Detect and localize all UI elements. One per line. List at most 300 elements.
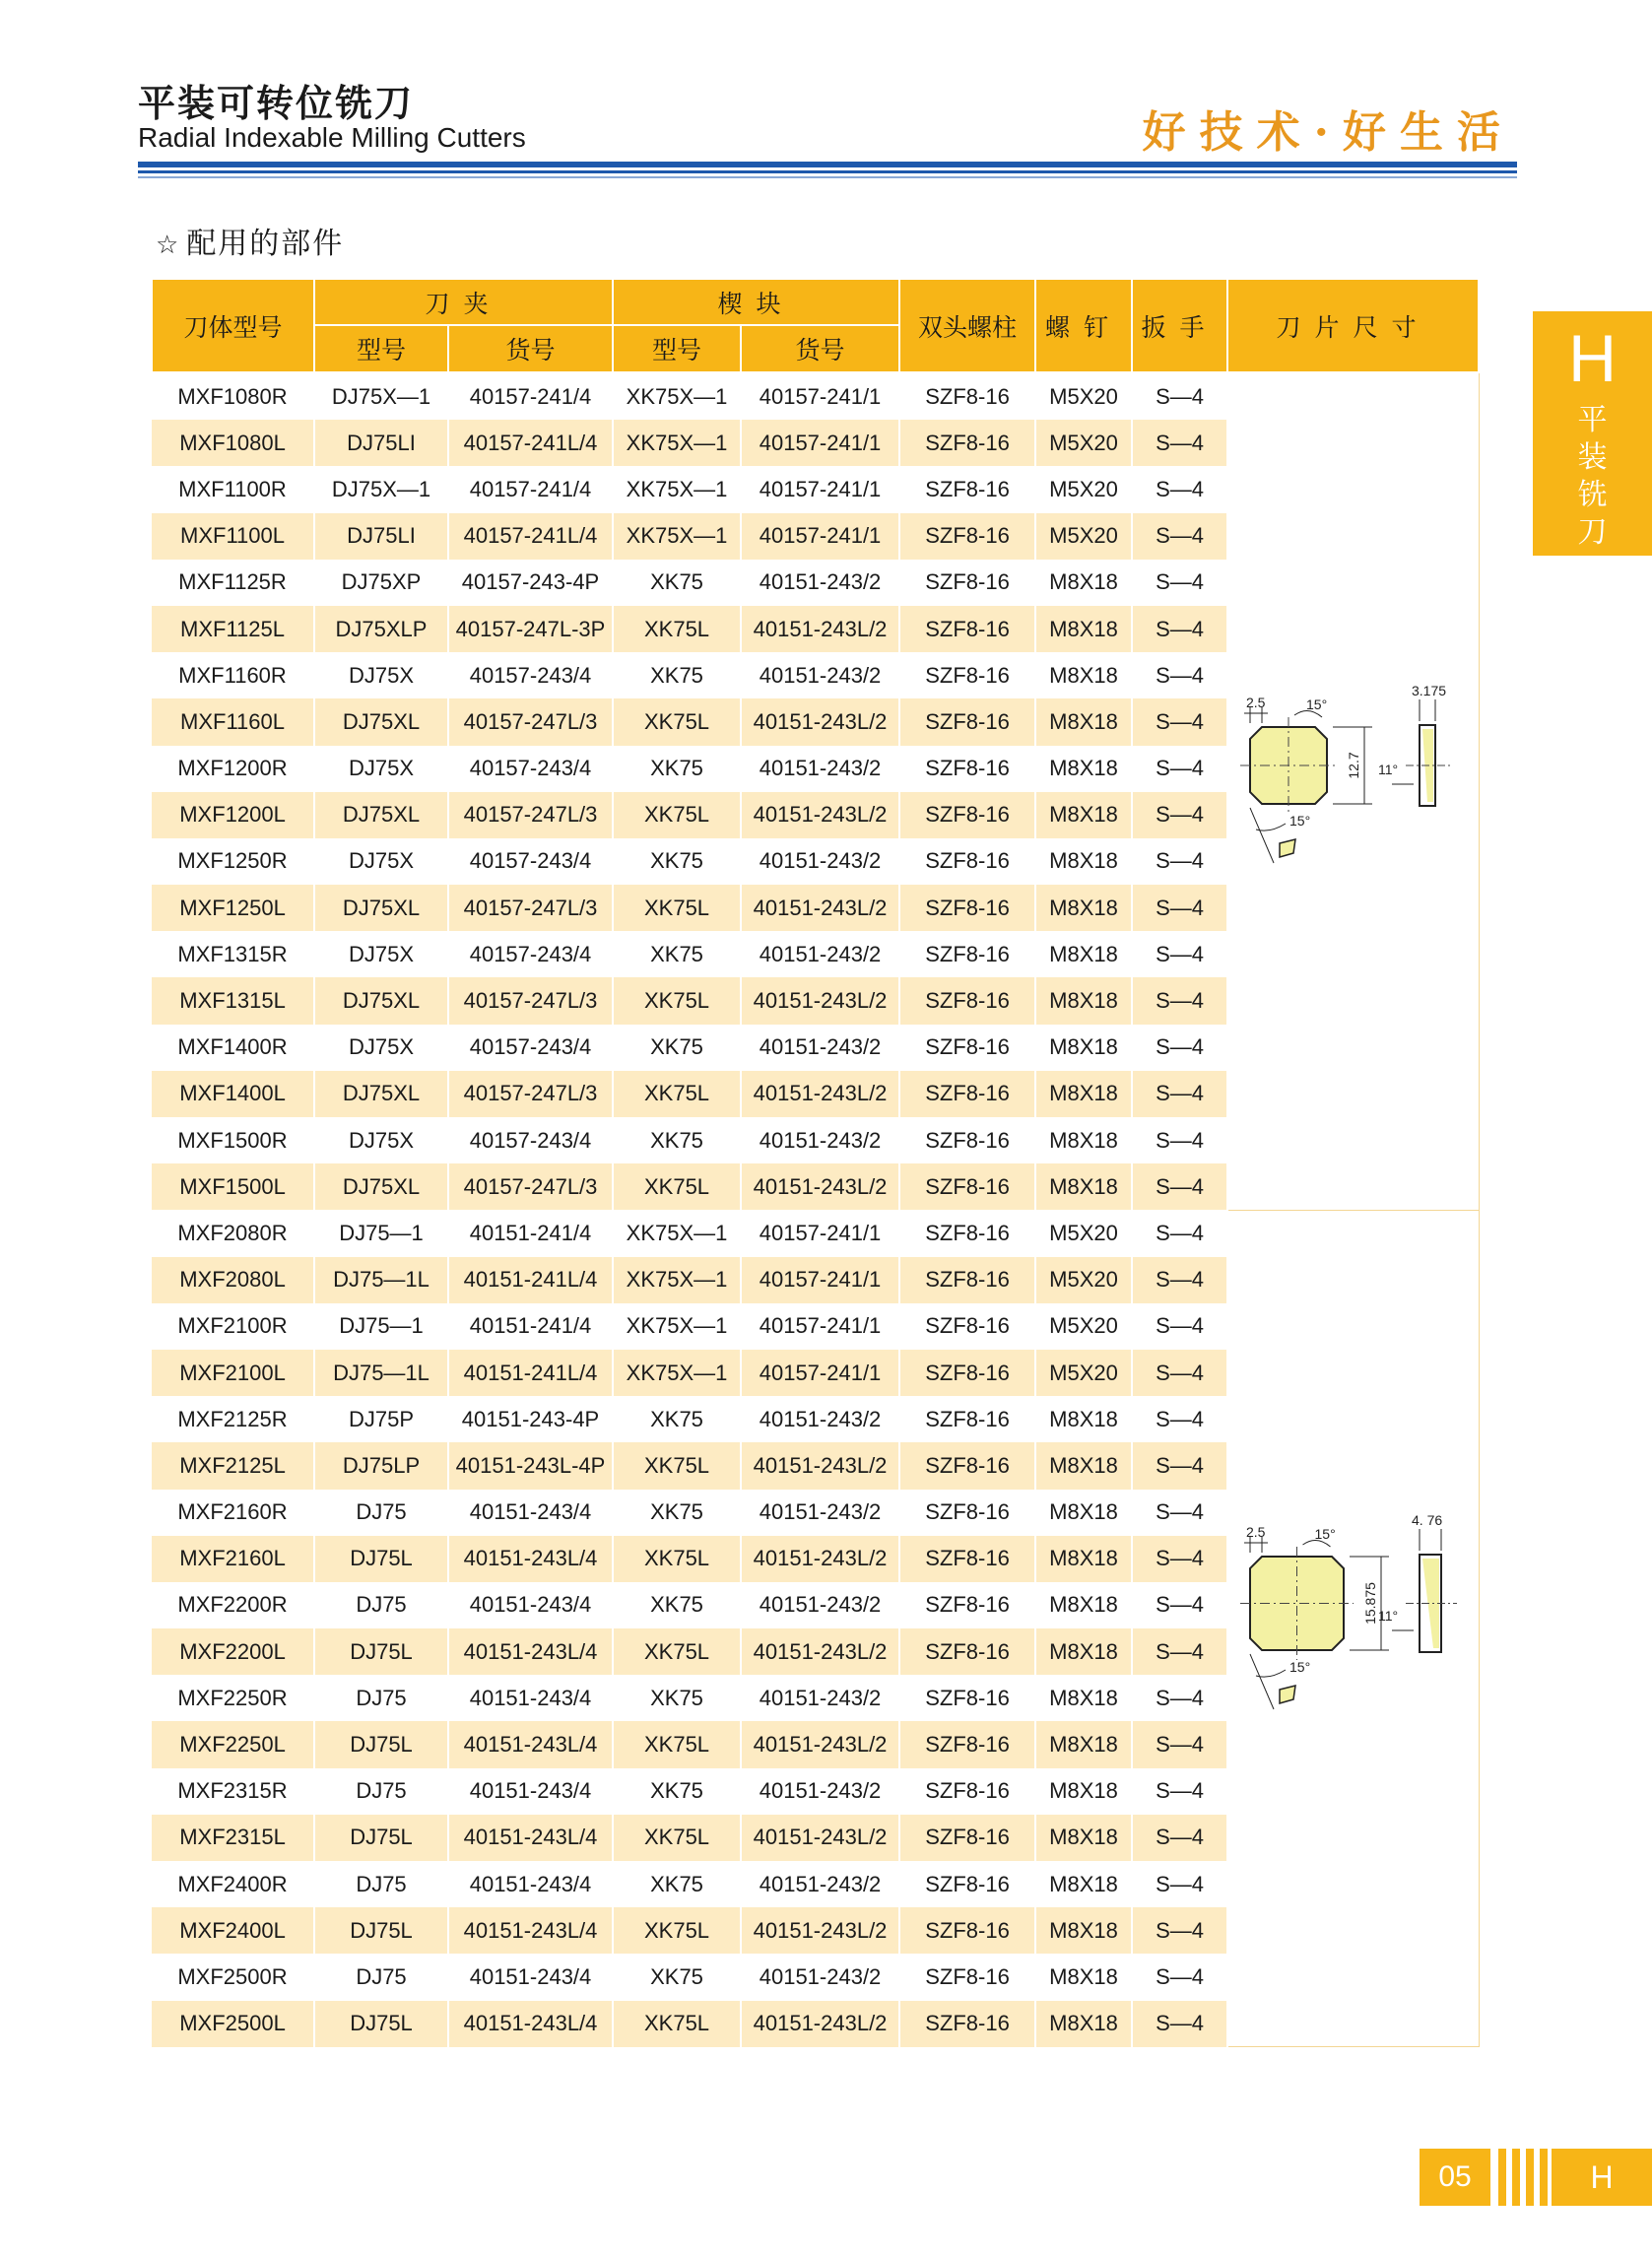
wedge-part-no-cell: 40157-241/1 (741, 1350, 899, 1396)
corner-dimension-label: 2.5 (1245, 1524, 1266, 1541)
body-model-cell: MXF1125R (152, 560, 314, 606)
stud-cell: SZF8-16 (899, 652, 1035, 698)
dimension-line (1250, 1654, 1274, 1709)
wrench-cell: S—4 (1132, 977, 1227, 1024)
screw-cell: M5X20 (1035, 466, 1132, 512)
insert-small-view (1280, 1686, 1295, 1703)
star-icon: ☆ (156, 231, 181, 260)
table-row (152, 1210, 1479, 1256)
holder-part-no-cell: 40151-243/4 (448, 1768, 613, 1815)
holder-model-cell: DJ75XL (314, 1163, 448, 1210)
side-tab-char: 铣 (1577, 478, 1608, 512)
holder-model-cell: DJ75 (314, 1861, 448, 1907)
wedge-part-no-cell: 40157-241/1 (741, 513, 899, 560)
stud-cell: SZF8-16 (899, 1861, 1035, 1907)
screw-cell: M8X18 (1035, 1582, 1132, 1628)
wrench-cell: S—4 (1132, 513, 1227, 560)
holder-model-cell: DJ75L (314, 1536, 448, 1582)
screw-cell: M5X20 (1035, 1257, 1132, 1303)
body-model-cell: MXF2080R (152, 1210, 314, 1256)
wrench-cell: S—4 (1132, 1210, 1227, 1256)
screw-cell: M8X18 (1035, 606, 1132, 652)
page-title-en: Radial Indexable Milling Cutters (138, 122, 526, 153)
wrench-cell: S—4 (1132, 560, 1227, 606)
wedge-model-cell: XK75X—1 (613, 1257, 741, 1303)
screw-cell: M8X18 (1035, 746, 1132, 792)
wedge-model-cell: XK75L (613, 1815, 741, 1861)
section-heading (156, 219, 344, 262)
relief-angle-label: 11° (1377, 762, 1398, 778)
body-model-cell: MXF2200R (152, 1582, 314, 1628)
wrench-cell: S—4 (1132, 1675, 1227, 1721)
wedge-model-cell: XK75 (613, 1582, 741, 1628)
screw-cell: M8X18 (1035, 1768, 1132, 1815)
screw-cell: M8X18 (1035, 1675, 1132, 1721)
body-model-cell: MXF2315R (152, 1768, 314, 1815)
screw-cell: M8X18 (1035, 2001, 1132, 2047)
stud-cell: SZF8-16 (899, 1536, 1035, 1582)
holder-model-cell: DJ75LI (314, 420, 448, 466)
wrench-cell: S—4 (1132, 1628, 1227, 1675)
side-length-label: 12.7 (1345, 752, 1361, 780)
wedge-part-no-cell: 40151-243L/2 (741, 2001, 899, 2047)
stud-cell: SZF8-16 (899, 1117, 1035, 1163)
header-holder-model: 型号 (314, 325, 448, 372)
body-model-cell: MXF1500L (152, 1163, 314, 1210)
screw-cell: M5X20 (1035, 1350, 1132, 1396)
wedge-part-no-cell: 40151-243/2 (741, 1490, 899, 1536)
holder-model-cell: DJ75L (314, 2001, 448, 2047)
wedge-part-no-cell: 40151-243L/2 (741, 885, 899, 931)
wedge-model-cell: XK75L (613, 1907, 741, 1954)
screw-cell: M8X18 (1035, 1536, 1132, 1582)
side-tab-label (1533, 402, 1652, 552)
wedge-part-no-cell: 40157-241/1 (741, 466, 899, 512)
stud-cell: SZF8-16 (899, 698, 1035, 745)
wrench-cell: S—4 (1132, 606, 1227, 652)
holder-model-cell: DJ75—1 (314, 1303, 448, 1350)
holder-part-no-cell: 40157-243/4 (448, 931, 613, 977)
bottom-angle-label: 15° (1289, 813, 1310, 830)
wrench-cell: S—4 (1132, 1117, 1227, 1163)
side-tab-char: 平 (1577, 403, 1608, 437)
stud-cell: SZF8-16 (899, 1768, 1035, 1815)
insert-drawing (1230, 670, 1477, 906)
header-insert-size: 刀片尺寸 (1227, 279, 1479, 372)
holder-model-cell: DJ75—1 (314, 1210, 448, 1256)
holder-part-no-cell: 40151-241/4 (448, 1210, 613, 1256)
body-model-cell: MXF1160L (152, 698, 314, 745)
header-screw: 螺钉 (1035, 279, 1132, 372)
wedge-part-no-cell: 40151-243L/2 (741, 1815, 899, 1861)
stud-cell: SZF8-16 (899, 420, 1035, 466)
body-model-cell: MXF1400L (152, 1071, 314, 1117)
wedge-part-no-cell: 40151-243/2 (741, 1025, 899, 1071)
screw-cell: M8X18 (1035, 1163, 1132, 1210)
header-stud: 双头螺柱 (899, 279, 1035, 372)
top-angle-label: 15° (1314, 1526, 1336, 1543)
holder-model-cell: DJ75X (314, 931, 448, 977)
screw-cell: M8X18 (1035, 560, 1132, 606)
stud-cell: SZF8-16 (899, 1210, 1035, 1256)
holder-part-no-cell: 40151-243/4 (448, 1861, 613, 1907)
holder-part-no-cell: 40157-247L/3 (448, 977, 613, 1024)
stud-cell: SZF8-16 (899, 1490, 1035, 1536)
holder-part-no-cell: 40157-247L/3 (448, 885, 613, 931)
wedge-part-no-cell: 40151-243/2 (741, 1582, 899, 1628)
body-model-cell: MXF1250L (152, 885, 314, 931)
wedge-model-cell: XK75L (613, 1163, 741, 1210)
wrench-cell: S—4 (1132, 1768, 1227, 1815)
holder-part-no-cell: 40157-241/4 (448, 466, 613, 512)
page-title-cn: 平装可转位铣刀 (138, 82, 415, 125)
wedge-part-no-cell: 40151-243/2 (741, 1675, 899, 1721)
wedge-model-cell: XK75L (613, 885, 741, 931)
wedge-model-cell: XK75L (613, 1536, 741, 1582)
holder-model-cell: DJ75X (314, 838, 448, 885)
holder-model-cell: DJ75LP (314, 1442, 448, 1489)
wedge-model-cell: XK75L (613, 792, 741, 838)
wedge-model-cell: XK75 (613, 1490, 741, 1536)
holder-model-cell: DJ75X (314, 1117, 448, 1163)
corner-dimension-label: 2.5 (1245, 695, 1266, 711)
insert-drawing (1230, 1507, 1477, 1744)
wrench-cell: S—4 (1132, 1257, 1227, 1303)
wedge-model-cell: XK75L (613, 606, 741, 652)
holder-model-cell: DJ75X (314, 746, 448, 792)
wrench-cell: S—4 (1132, 885, 1227, 931)
holder-part-no-cell: 40157-247L/3 (448, 698, 613, 745)
body-model-cell: MXF1080R (152, 372, 314, 420)
badge-bar (1540, 2149, 1548, 2206)
wrench-cell: S—4 (1132, 2001, 1227, 2047)
body-model-cell: MXF2100L (152, 1350, 314, 1396)
wedge-model-cell: XK75 (613, 1396, 741, 1442)
holder-part-no-cell: 40151-241/4 (448, 1303, 613, 1350)
wedge-model-cell: XK75L (613, 977, 741, 1024)
wrench-cell: S—4 (1132, 1303, 1227, 1350)
screw-cell: M8X18 (1035, 1117, 1132, 1163)
screw-cell: M8X18 (1035, 1442, 1132, 1489)
holder-model-cell: DJ75L (314, 1628, 448, 1675)
screw-cell: M5X20 (1035, 420, 1132, 466)
wedge-model-cell: XK75 (613, 1861, 741, 1907)
thickness-label: 3.175 (1411, 683, 1446, 699)
screw-cell: M5X20 (1035, 1210, 1132, 1256)
wedge-part-no-cell: 40151-243L/2 (741, 698, 899, 745)
header-wrench: 扳手 (1132, 279, 1227, 372)
wrench-cell: S—4 (1132, 1954, 1227, 2000)
body-model-cell: MXF1125L (152, 606, 314, 652)
stud-cell: SZF8-16 (899, 1628, 1035, 1675)
wrench-cell: S—4 (1132, 372, 1227, 420)
holder-part-no-cell: 40157-247L-3P (448, 606, 613, 652)
holder-part-no-cell: 40151-243-4P (448, 1396, 613, 1442)
holder-part-no-cell: 40151-243L/4 (448, 1536, 613, 1582)
wedge-part-no-cell: 40151-243L/2 (741, 1071, 899, 1117)
body-model-cell: MXF2160R (152, 1490, 314, 1536)
screw-cell: M8X18 (1035, 1071, 1132, 1117)
holder-part-no-cell: 40151-243L/4 (448, 1721, 613, 1767)
stud-cell: SZF8-16 (899, 1954, 1035, 2000)
screw-cell: M5X20 (1035, 513, 1132, 560)
wedge-part-no-cell: 40151-243/2 (741, 1861, 899, 1907)
body-model-cell: MXF1315R (152, 931, 314, 977)
badge-bar (1498, 2149, 1506, 2206)
holder-model-cell: DJ75 (314, 1675, 448, 1721)
header-body-model: 刀体型号 (152, 279, 314, 372)
holder-part-no-cell: 40157-243/4 (448, 652, 613, 698)
wedge-part-no-cell: 40151-243L/2 (741, 1163, 899, 1210)
wedge-part-no-cell: 40151-243L/2 (741, 606, 899, 652)
holder-part-no-cell: 40151-243L/4 (448, 2001, 613, 2047)
header-rule (138, 170, 1517, 173)
holder-part-no-cell: 40151-243L/4 (448, 1815, 613, 1861)
wedge-model-cell: XK75 (613, 746, 741, 792)
wrench-cell: S—4 (1132, 1815, 1227, 1861)
holder-part-no-cell: 40151-243L/4 (448, 1628, 613, 1675)
section-side-tab (1533, 311, 1652, 556)
wedge-model-cell: XK75 (613, 931, 741, 977)
wedge-part-no-cell: 40157-241/1 (741, 372, 899, 420)
wedge-part-no-cell: 40151-243/2 (741, 1768, 899, 1815)
holder-model-cell: DJ75P (314, 1396, 448, 1442)
header-holder: 刀夹 (314, 279, 613, 325)
wrench-cell: S—4 (1132, 1582, 1227, 1628)
wedge-model-cell: XK75 (613, 1768, 741, 1815)
wrench-cell: S—4 (1132, 1350, 1227, 1396)
holder-model-cell: DJ75 (314, 1954, 448, 2000)
holder-part-no-cell: 40151-241L/4 (448, 1350, 613, 1396)
stud-cell: SZF8-16 (899, 1257, 1035, 1303)
stud-cell: SZF8-16 (899, 560, 1035, 606)
stud-cell: SZF8-16 (899, 1303, 1035, 1350)
screw-cell: M5X20 (1035, 1303, 1132, 1350)
holder-model-cell: DJ75XP (314, 560, 448, 606)
wrench-cell: S—4 (1132, 1442, 1227, 1489)
wedge-model-cell: XK75L (613, 1442, 741, 1489)
body-model-cell: MXF2400L (152, 1907, 314, 1954)
wedge-part-no-cell: 40151-243L/2 (741, 792, 899, 838)
screw-cell: M8X18 (1035, 1861, 1132, 1907)
screw-cell: M8X18 (1035, 698, 1132, 745)
header-wedge-model: 型号 (613, 325, 741, 372)
header-rule (138, 176, 1517, 178)
stud-cell: SZF8-16 (899, 2001, 1035, 2047)
section-letter: H (1552, 2149, 1652, 2206)
wedge-model-cell: XK75 (613, 560, 741, 606)
wrench-cell: S—4 (1132, 1861, 1227, 1907)
wedge-part-no-cell: 40151-243/2 (741, 1954, 899, 2000)
wedge-model-cell: XK75L (613, 1628, 741, 1675)
wedge-part-no-cell: 40151-243L/2 (741, 1907, 899, 1954)
wedge-model-cell: XK75 (613, 838, 741, 885)
holder-part-no-cell: 40151-243L/4 (448, 1907, 613, 1954)
holder-model-cell: DJ75XL (314, 885, 448, 931)
holder-part-no-cell: 40151-243/4 (448, 1954, 613, 2000)
holder-part-no-cell: 40157-241L/4 (448, 513, 613, 560)
wedge-part-no-cell: 40151-243L/2 (741, 1536, 899, 1582)
page-badge (1420, 2149, 1652, 2206)
wrench-cell: S—4 (1132, 1071, 1227, 1117)
wrench-cell: S—4 (1132, 1396, 1227, 1442)
wedge-model-cell: XK75L (613, 1721, 741, 1767)
wedge-model-cell: XK75X—1 (613, 1210, 741, 1256)
body-model-cell: MXF1160R (152, 652, 314, 698)
holder-model-cell: DJ75X (314, 652, 448, 698)
screw-cell: M8X18 (1035, 1025, 1132, 1071)
holder-model-cell: DJ75—1L (314, 1350, 448, 1396)
holder-part-no-cell: 40157-247L/3 (448, 1163, 613, 1210)
holder-model-cell: DJ75XL (314, 792, 448, 838)
side-tab-char: 刀 (1577, 515, 1608, 550)
wedge-model-cell: XK75 (613, 1117, 741, 1163)
stud-cell: SZF8-16 (899, 885, 1035, 931)
stud-cell: SZF8-16 (899, 1442, 1035, 1489)
holder-part-no-cell: 40151-243/4 (448, 1490, 613, 1536)
wedge-model-cell: XK75 (613, 1675, 741, 1721)
stud-cell: SZF8-16 (899, 1907, 1035, 1954)
body-model-cell: MXF2500R (152, 1954, 314, 2000)
body-model-cell: MXF1100R (152, 466, 314, 512)
screw-cell: M8X18 (1035, 652, 1132, 698)
header-rule (138, 162, 1517, 167)
wedge-part-no-cell: 40157-241/1 (741, 1257, 899, 1303)
wrench-cell: S—4 (1132, 1025, 1227, 1071)
angle-arc (1256, 824, 1286, 830)
stud-cell: SZF8-16 (899, 1025, 1035, 1071)
wedge-part-no-cell: 40151-243/2 (741, 1396, 899, 1442)
wrench-cell: S—4 (1132, 1907, 1227, 1954)
body-model-cell: MXF2500L (152, 2001, 314, 2047)
screw-cell: M8X18 (1035, 1628, 1132, 1675)
holder-model-cell: DJ75L (314, 1815, 448, 1861)
stud-cell: SZF8-16 (899, 513, 1035, 560)
top-angle-label: 15° (1305, 697, 1327, 713)
stud-cell: SZF8-16 (899, 1582, 1035, 1628)
header-wedge: 楔块 (613, 279, 899, 325)
wedge-model-cell: XK75X—1 (613, 1303, 741, 1350)
holder-part-no-cell: 40157-247L/3 (448, 1071, 613, 1117)
body-model-cell: MXF2100R (152, 1303, 314, 1350)
stud-cell: SZF8-16 (899, 606, 1035, 652)
badge-bar (1526, 2149, 1534, 2206)
stud-cell: SZF8-16 (899, 1675, 1035, 1721)
holder-model-cell: DJ75 (314, 1768, 448, 1815)
wrench-cell: S—4 (1132, 792, 1227, 838)
wrench-cell: S—4 (1132, 1536, 1227, 1582)
holder-part-no-cell: 40157-243/4 (448, 1117, 613, 1163)
insert-diagram-cell (1227, 1210, 1479, 2046)
holder-model-cell: DJ75L (314, 1907, 448, 1954)
wedge-model-cell: XK75X—1 (613, 372, 741, 420)
body-model-cell: MXF1200R (152, 746, 314, 792)
thickness-label: 4. 76 (1411, 1512, 1442, 1529)
wedge-model-cell: XK75X—1 (613, 466, 741, 512)
body-model-cell: MXF2160L (152, 1536, 314, 1582)
screw-cell: M8X18 (1035, 885, 1132, 931)
body-model-cell: MXF2400R (152, 1861, 314, 1907)
holder-part-no-cell: 40151-243/4 (448, 1675, 613, 1721)
holder-part-no-cell: 40157-241L/4 (448, 420, 613, 466)
screw-cell: M8X18 (1035, 1954, 1132, 2000)
wedge-part-no-cell: 40157-241/1 (741, 1303, 899, 1350)
screw-cell: M8X18 (1035, 1721, 1132, 1767)
wedge-model-cell: XK75L (613, 698, 741, 745)
header-holder-part-no: 货号 (448, 325, 613, 372)
body-model-cell: MXF2125L (152, 1442, 314, 1489)
insert-small-view (1280, 839, 1295, 857)
stud-cell: SZF8-16 (899, 1721, 1035, 1767)
body-model-cell: MXF1500R (152, 1117, 314, 1163)
holder-part-no-cell: 40157-243/4 (448, 1025, 613, 1071)
wrench-cell: S—4 (1132, 1490, 1227, 1536)
holder-part-no-cell: 40157-247L/3 (448, 792, 613, 838)
body-model-cell: MXF2080L (152, 1257, 314, 1303)
wedge-part-no-cell: 40151-243/2 (741, 652, 899, 698)
header-wedge-part-no: 货号 (741, 325, 899, 372)
badge-bar (1512, 2149, 1520, 2206)
body-model-cell: MXF2200L (152, 1628, 314, 1675)
wedge-model-cell: XK75L (613, 2001, 741, 2047)
holder-part-no-cell: 40157-241/4 (448, 372, 613, 420)
body-model-cell: MXF2250R (152, 1675, 314, 1721)
holder-model-cell: DJ75XL (314, 977, 448, 1024)
wedge-model-cell: XK75X—1 (613, 513, 741, 560)
body-model-cell: MXF2125R (152, 1396, 314, 1442)
stud-cell: SZF8-16 (899, 838, 1035, 885)
holder-model-cell: DJ75X—1 (314, 466, 448, 512)
holder-part-no-cell: 40157-243/4 (448, 838, 613, 885)
wedge-part-no-cell: 40151-243/2 (741, 838, 899, 885)
body-model-cell: MXF1400R (152, 1025, 314, 1071)
stud-cell: SZF8-16 (899, 1396, 1035, 1442)
wedge-model-cell: XK75 (613, 652, 741, 698)
holder-model-cell: DJ75L (314, 1721, 448, 1767)
holder-model-cell: DJ75 (314, 1490, 448, 1536)
screw-cell: M8X18 (1035, 1907, 1132, 1954)
relief-angle-label: 11° (1377, 1608, 1398, 1625)
stud-cell: SZF8-16 (899, 1163, 1035, 1210)
body-model-cell: MXF1315L (152, 977, 314, 1024)
angle-arc (1256, 1670, 1286, 1677)
wrench-cell: S—4 (1132, 652, 1227, 698)
wrench-cell: S—4 (1132, 1163, 1227, 1210)
wrench-cell: S—4 (1132, 698, 1227, 745)
stud-cell: SZF8-16 (899, 792, 1035, 838)
stud-cell: SZF8-16 (899, 1815, 1035, 1861)
stud-cell: SZF8-16 (899, 746, 1035, 792)
stud-cell: SZF8-16 (899, 931, 1035, 977)
holder-model-cell: DJ75X (314, 1025, 448, 1071)
body-model-cell: MXF2315L (152, 1815, 314, 1861)
holder-part-no-cell: 40157-243-4P (448, 560, 613, 606)
wedge-model-cell: XK75 (613, 1025, 741, 1071)
screw-cell: M8X18 (1035, 1815, 1132, 1861)
screw-cell: M8X18 (1035, 931, 1132, 977)
side-tab-char: 装 (1577, 440, 1608, 475)
wedge-model-cell: XK75X—1 (613, 1350, 741, 1396)
holder-model-cell: DJ75XLP (314, 606, 448, 652)
body-model-cell: MXF1250R (152, 838, 314, 885)
holder-model-cell: DJ75X—1 (314, 372, 448, 420)
wrench-cell: S—4 (1132, 466, 1227, 512)
screw-cell: M8X18 (1035, 977, 1132, 1024)
wedge-part-no-cell: 40157-241/1 (741, 420, 899, 466)
insert-diagram-cell (1227, 372, 1479, 1210)
screw-cell: M8X18 (1035, 1490, 1132, 1536)
screw-cell: M8X18 (1035, 792, 1132, 838)
